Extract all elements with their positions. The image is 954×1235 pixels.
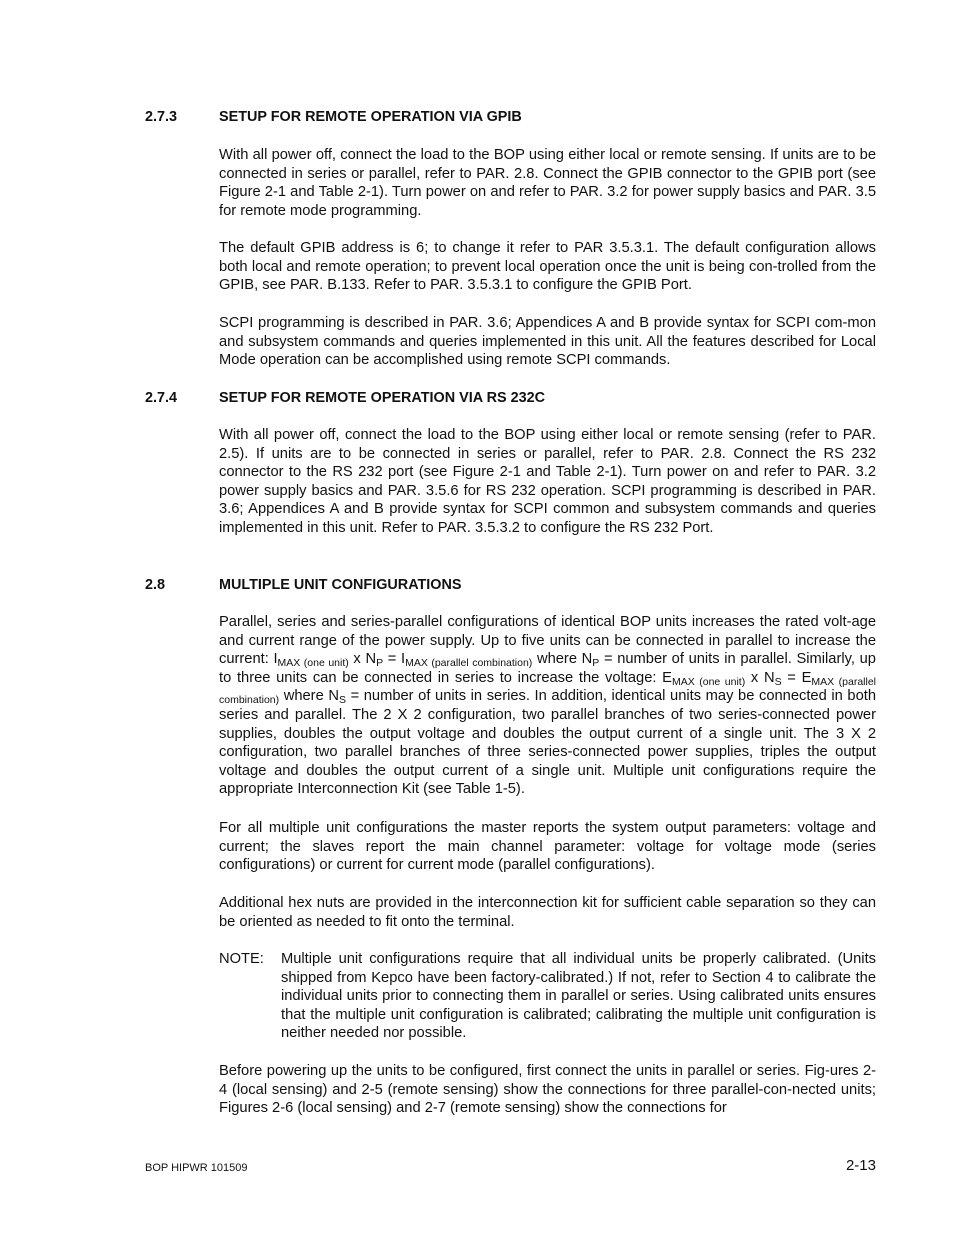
section-title: SETUP FOR REMOTE OPERATION VIA RS 232C: [219, 390, 545, 406]
section-heading-2-7-4: [145, 388, 876, 408]
paragraph: Before powering up the units to be configured, first connect the units in parallel or series. Fig-ures 2-4 (local sensing) and 2-5 (remote sensing) show the connections for three parallel-con-nected units; Figures 2-6 (local sensing) and 2-7 (remote sensing) show the connections for: [219, 1063, 876, 1117]
paragraph: SCPI programming is described in PAR. 3.6; Appendices A and B provide syntax for SCPI com-mon and subsystem commands and queries implemented in this unit. All the features described for Local Mode operation can be accomplished using remote SCPI commands.: [219, 315, 876, 369]
paragraph: With all power off, connect the load to the BOP using either local or remote sensing (refer to PAR. 2.5). If units are to be connected in series or parallel, refer to PAR. 2.8. Connect the RS 232 connector to the RS 232 port (see Figure 2-1 and Table 2-1). Turn power on and refer to PAR. 3.2 power supply basics and PAR. 3.5.6 for RS 232 operation. SCPI programming is described in PAR. 3.6; Appendices A and B provide syntax for SCPI common and subsystem commands and queries implemented in this unit. Refer to PAR. 3.5.3.2 to configure the RS 232 Port.: [219, 427, 876, 536]
note-block: [219, 950, 876, 1043]
section-number: 2.7.3: [145, 109, 178, 125]
note-label: NOTE:: [219, 951, 264, 967]
section-number: 2.8: [145, 577, 166, 593]
paragraph-multiple-units: Parallel, series and series-parallel configurations of identical BOP units increases the rated volt-age and current range of the power supply. Up to five units can be connected in parallel to increase the current: $I_{MAX (one unit)}$ x $N_P = I_{MAX (parallel combination)}$ where $N_P$ = number of units in parallel. Similarly, up to three units can be connected in series to increase the voltage: $E_{MAX (one unit)}$ x $N_S = E_{MAX (parallel combination)}$ where $N_S$ = number of units in series. In addition, identical units may be connected in both series and parallel. The 2 X 2 configuration, two parallel branches of two series-connected power supplies, doubles the output voltage and doubles the output current of a single unit. The 3 X 2 configuration, two parallel branches of three series-connected power supplies, triples the output voltage and doubles the output current of a single unit. Multiple unit configurations require the appropriate Interconnection Kit (see Table 1-5).: [219, 614, 877, 798]
footer-document-id: BOP HIPWR 101509: [145, 1162, 248, 1174]
paragraph: With all power off, connect the load to the BOP using either local or remote sensing. If units are to be connected in series or parallel, refer to PAR. 2.8. Connect the GPIB connector to the GPIB port (see Figure 2-1 and Table 2-1). Turn power on and refer to PAR. 3.2 for power supply basics and PAR. 3.5 for remote mode programming.: [219, 147, 876, 219]
section-number: 2.7.4: [145, 390, 178, 406]
note-text: Multiple unit configurations require that all individual units be properly calibrated. (Units shipped from Kepco have been factory-calibrated.) If not, refer to Section 4 to calibrate the individual units prior to connecting them in parallel or series. Using calibrated units ensures that the multiple unit configuration is calibrated; calibrating the multiple unit configuration is neither needed nor possible.: [281, 951, 876, 1042]
paragraph: Additional hex nuts are provided in the interconnection kit for sufficient cable separation so they can be oriented as needed to fit onto the terminal.: [219, 895, 876, 930]
footer-page-number: 2-13: [845, 1157, 876, 1174]
section-title: SETUP FOR REMOTE OPERATION VIA GPIB: [219, 109, 522, 125]
section-heading-2-7-3: [145, 107, 876, 127]
section-title: MULTIPLE UNIT CONFIGURATIONS: [219, 577, 462, 593]
paragraph: The default GPIB address is 6; to change it refer to PAR 3.5.3.1. The default configuration allows both local and remote operation; to prevent local operation once the unit is being con-trolled from the GPIB, see PAR. B.133. Refer to PAR. 3.5.3.1 to configure the GPIB Port.: [219, 240, 876, 294]
section-heading-2-8: [145, 575, 876, 595]
paragraph: For all multiple unit configurations the master reports the system output parameters: voltage and current; the slaves report the main channel parameter: voltage for voltage mode (series configurations) or current for current mode (parallel configurations).: [219, 820, 876, 874]
